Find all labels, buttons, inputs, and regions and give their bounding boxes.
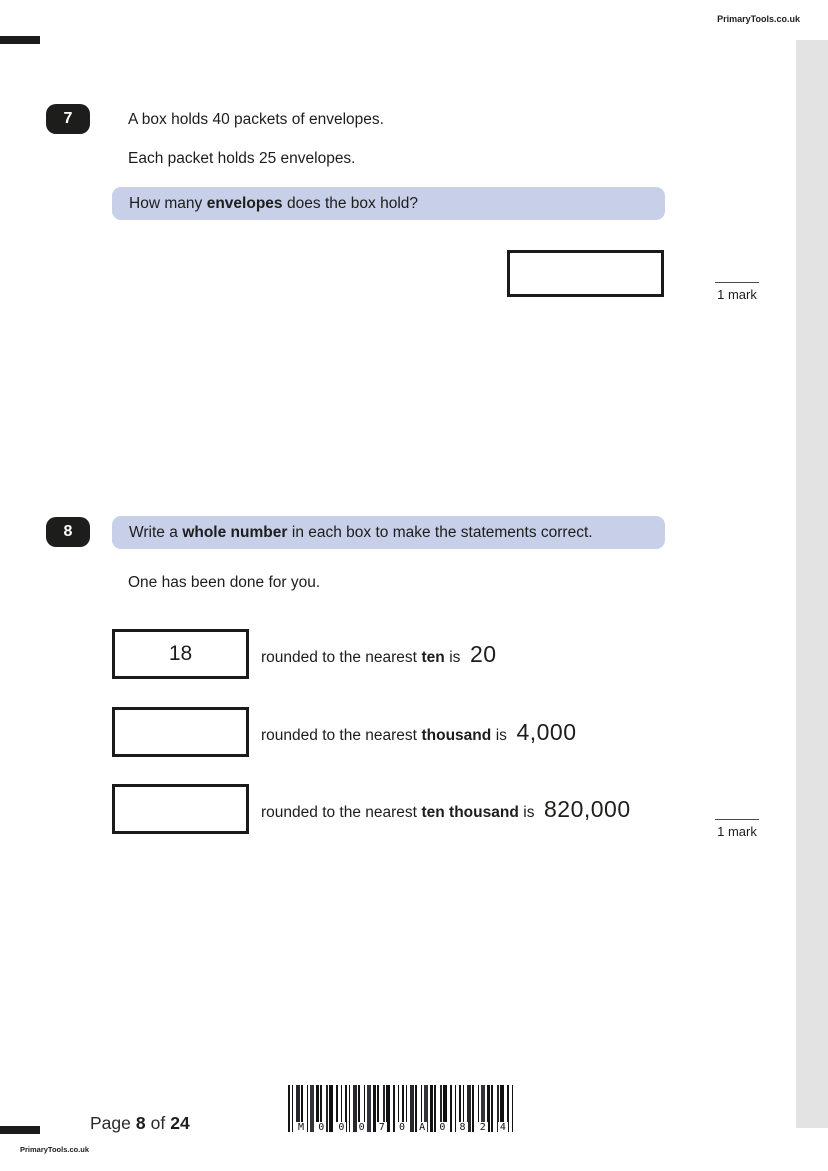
barcode xyxy=(288,1085,516,1132)
row-text-unit: ten xyxy=(421,648,445,666)
question-7-line-1: A box holds 40 packets of envelopes. xyxy=(128,111,384,128)
barcode-text: M 0 0 0 7 0 A 0 8 2 4 xyxy=(298,1122,506,1133)
header-brand: PrimaryTools.co.uk xyxy=(717,14,800,24)
question-8-note: One has been done for you. xyxy=(128,574,321,591)
question-7-prompt xyxy=(112,187,665,220)
question-8-badge xyxy=(46,517,90,547)
row-text-pre: rounded to the nearest xyxy=(261,726,417,744)
question-8-prompt xyxy=(112,516,665,549)
footer-total: 24 xyxy=(170,1113,190,1133)
question-8-number: 8 xyxy=(63,523,73,540)
rounding-row-thousand xyxy=(112,707,712,757)
row-text-mid: is xyxy=(449,648,461,666)
row-result: 820,000 xyxy=(544,795,631,822)
prompt-pre: How many xyxy=(129,194,203,212)
row-text-unit: thousand xyxy=(421,726,492,744)
footer-mid: of xyxy=(150,1113,166,1133)
row-text-mid: is xyxy=(523,803,535,821)
question-8-mark-label: 1 mark xyxy=(715,819,759,839)
rounding-input-box-ten-thousand[interactable] xyxy=(112,784,249,834)
row-text-pre: rounded to the nearest xyxy=(261,803,417,821)
registration-mark-top xyxy=(0,36,40,44)
question-7-answer-box[interactable] xyxy=(507,250,664,297)
registration-mark-bottom xyxy=(0,1126,40,1134)
question-7-mark-label: 1 mark xyxy=(715,282,759,302)
footer-brand: PrimaryTools.co.uk xyxy=(20,1145,90,1154)
question-7-line-2: Each packet holds 25 envelopes. xyxy=(128,150,356,167)
box-value: 18 xyxy=(168,642,193,665)
row-text-mid: is xyxy=(495,726,507,744)
prompt-post: does the box hold? xyxy=(287,194,419,212)
row-result: 20 xyxy=(469,640,497,667)
prompt-pre: Write a xyxy=(129,523,178,541)
scrollbar-track[interactable] xyxy=(796,40,828,1128)
footer-pre: Page xyxy=(90,1113,131,1133)
row-result: 4,000 xyxy=(516,718,577,745)
prompt-post: in each box to make the statements correct. xyxy=(291,523,593,541)
prompt-bold: envelopes xyxy=(206,194,283,212)
rounding-row-ten xyxy=(112,629,712,679)
page-number-footer xyxy=(90,1113,190,1134)
prompt-bold: whole number xyxy=(182,523,288,541)
footer-page-num: 8 xyxy=(135,1113,146,1133)
rounding-row-ten-thousand xyxy=(112,784,712,834)
row-text-unit: ten thousand xyxy=(421,803,519,821)
row-text-pre: rounded to the nearest xyxy=(261,648,417,666)
rounding-input-box-thousand[interactable] xyxy=(112,707,249,757)
question-7-badge xyxy=(46,104,90,134)
question-7-number: 7 xyxy=(63,110,73,127)
rounding-input-box-ten xyxy=(112,629,249,679)
